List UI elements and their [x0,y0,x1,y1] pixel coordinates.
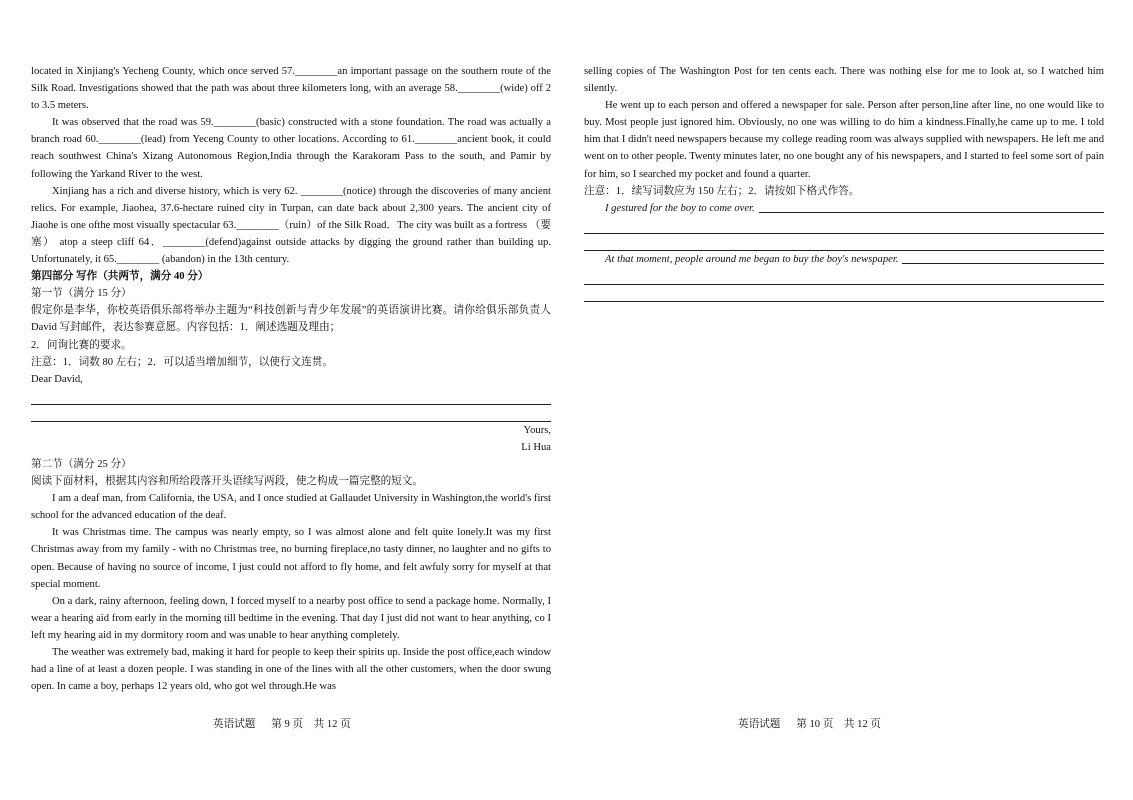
prompt-text: At that moment, people around me began to buy the boy's newspaper. [605,253,899,265]
email-closing: Yours, [523,424,551,436]
story-paragraph: It was Christmas time. The campus was nearly empty, so I was almost alone and felt quite lonely.It was my first Christmas away from my family - with no Christmas tree, no burning fireplace,no tasty dinner, no laughter and no gifts to open. Because of having no source of income, I just could not afford to fly home, and felt awfuly sorry for myself at that special moment. [31,527,551,590]
answer-line[interactable] [31,388,551,405]
section1-item2: 2．问询比赛的要求。 [31,339,132,351]
answer-line[interactable] [584,234,1104,251]
email-salutation: Dear David, [31,373,83,385]
left-column [31,63,551,695]
story-paragraph: He went up to each person and offered a newspaper for sale. Person after person,line after line, no one would like to buy. Most people just ignored him. Obviously, no one was willing to do him a kindness.Finally,he came up to me. I told him that I didn't need newspapers because my college reading room was always supplied with newspapers. He left me and went on to other people. Twenty minutes later, no one bought any of his newspapers, and I started to feel some sort of pain for him, so I searched my pocket and found a quarter. [584,100,1104,180]
story-paragraph: I am a deaf man, from California, the USA, and I once studied at Gallaudet University in Washington,the world's first school for the advanced education of the deaf. [31,493,551,522]
passage-paragraph: Xinjiang has a rich and diverse history, which is very 62. ________(notice) through the discoveries of many ancient relics. For example, Jiaohea, 37.6-hectare ruined city in Turpan, can date back about 2,300 years. The ancient city of Jiaohe is one ofthe most visually spectacular 63.________（ruin）of the Silk Road．The city was built as a fortress （要塞） atop a steep cliff 64．________(defend)against outside attacks by digging the ground rather than building up. Unfortunately, it 65.________ (abandon) in the 13th century. [31,185,551,266]
section1-notes: 注意：1．词数 80 左右；2．可以适当增加细节，以使行文连贯。 [31,356,333,368]
prompt-text: I gestured for the boy to come over. [605,202,755,214]
email-signature: Li Hua [521,441,551,453]
story-paragraph: On a dark, rainy afternoon, feeling down, I forced myself to a nearby post office to send a package home. Normally, I wear a hearing aid from early in the morning till bedtime in the evening. That day I just did not want to hear anything, co I left my hearing aid in my dormitory room and was unable to hear anything completely. [31,595,551,641]
section2-instructions: 阅读下面材料，根据其内容和所给段落开头语续写两段，使之构成一篇完整的短文。 [31,476,423,488]
answer-line[interactable] [759,212,1104,213]
passage-paragraph: located in Xinjiang's Yecheng County, which once served 57.________an important passage on the southern route of the Silk Road. Investigations showed that the path was about three kilometers long, with an average 58.________(wide) off 2 to 3.5 meters. [31,66,551,112]
section2-heading: 第二节（满分 25 分） [31,458,132,470]
answer-line[interactable] [584,268,1104,285]
section1-heading: 第一节（满分 15 分） [31,288,132,300]
writing-notes: 注意：1．续写词数应为 150 左右；2．请按如下格式作答。 [584,185,860,197]
section1-task: 假定你是李华，你校英语俱乐部将举办主题为“科技创新与青少年发展”的英语演讲比赛。请你给俱乐部负责人 David 写封邮件，表达参赛意愿。内容包括：1．阐述选题及理由； [31,305,551,334]
answer-line[interactable] [31,405,551,422]
story-paragraph: selling copies of The Washington Post for ten cents each. There was nothing else for me to look at, so I watched him silently. [584,66,1104,95]
right-column [584,63,1104,302]
continuation-prompt-2[interactable] [584,251,1104,268]
part4-heading: 第四部分 写作（共两节，满分 40 分） [31,271,209,283]
continuation-prompt-1[interactable] [584,200,1104,217]
answer-line[interactable] [584,217,1104,234]
answer-line[interactable] [584,285,1104,302]
page-footer-right: 英语试题 第 10 页 共 12 页 [738,719,882,730]
page-footer-left: 英语试题 第 9 页 共 12 页 [213,719,351,730]
answer-line[interactable] [902,263,1104,264]
passage-paragraph: It was observed that the road was 59.________(basic) constructed with a stone foundation. The road was actually a branch road 60.________(lead) from Yeceng County to other locations. According to 61.________ancient book, it could reach southwest China's Xizang Autonomous Region,India through the Karakoram Pass to the south, and Pamir by following the Yarkand River to the west. [31,117,551,180]
story-paragraph: The weather was extremely bad, making it hard for people to keep their spirits up. Inside the post office,each window had a line of at least a dozen people. I was standing in one of the lines with all the other customers, when the door swung open. In came a boy, perhaps 12 years old, who got wel through.He was [31,647,551,693]
